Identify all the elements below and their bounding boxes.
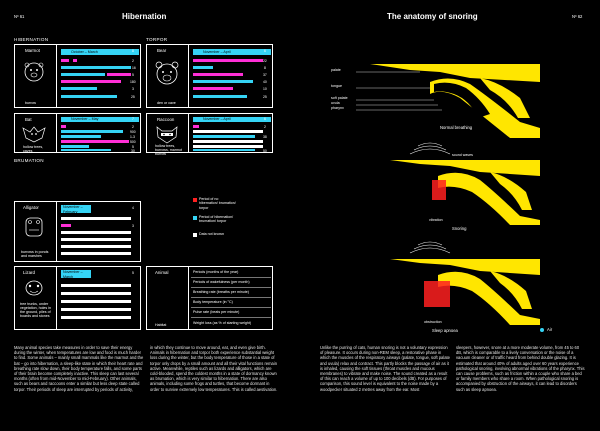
panel-lizard [14,266,141,330]
value: 2 [132,125,134,129]
bear-icon [153,59,181,87]
body-text-left-2: in which they continue to move around, eat, and even give birth. Animals in hibernation and torpor both experience substantial weight loss during the winter, but the body temperature of those in a state of torpor only drops by a small amount and all their vital functions remain active. Meanwhile, reptiles such as lizards and alligators, which are cold-blooded, spend the coldest months in a state of dormancy known as brumation, which is very similar to hibernation. There are also animals, including some frogs and turtles, that become dormant in order to survive extremely low temperatures. This is called aestivation. [150,345,278,392]
habitat-caption: hollow trees, caves [23,145,44,153]
label-vibration: vibration [429,218,443,222]
value: 8 [264,66,266,70]
habitat-caption: burrows in ponds and marshes [21,250,49,258]
key-row: Periods (months of the year) [193,270,239,274]
value: 16 [132,66,136,70]
panel-bear [146,44,273,108]
value: 38 [263,135,267,139]
legend-unknown: Data not known [199,232,224,236]
caption-sleep-apnoea: Sleep apnoea [432,328,458,333]
value: 30 [131,149,135,153]
caption-normal-breathing: Normal breathing [440,125,473,130]
period-label: November – April [203,117,231,122]
body-text-right-2: sleepers, however, snore at a more moderate volume, from 45 to 60 dB, which is comparable to a lively conversation or the noise of a vacuum cleaner or of traffic heard from behind double glazing. It is estimated that around 40% of adults aged over 60 years experience pathological snoring, involving abnormal vibrations of the pharynx. This can cause problems, such as friction within a couple who share a bed or family members who share a room. When pathological snoring is accompanied by obstruction of the airways, it can lead to disorders such as sleep apnoea. [456,345,585,392]
key-title: Animal [155,270,169,275]
page-number-right: Nº 62 [572,14,583,19]
value: 8 [132,49,134,53]
value: 5 [132,271,134,275]
section-torpor: TORPOR [146,37,168,42]
legend-swatch-cyan [193,216,197,220]
page-title-left: Hibernation [122,12,167,21]
habitat-caption: tree trunks, under vegetation, holes in the ground, piles of boards and stones [20,302,51,318]
bat-icon [21,124,47,144]
alligator-icon [21,214,47,240]
section-brumation: BRUMATION [14,158,44,163]
value: 2 [132,59,134,63]
diagram-normal-breathing [330,58,540,140]
label-tongue: tongue [331,84,342,88]
label-palate: palate [331,68,341,72]
body-text-right-1: Unlike the purring of cats, human snoring is not a voluntary expression of pleasure. It occurs during non-REM sleep, a restorative phase in which the muscles of the respiratory airways (palate, tongue, soft palate and uvula) relax and contract. This partly blocks the passage of air as it is inhaled, causing the soft tissues (throat muscles and mucous membranes) to vibrate and make noise. The sound created as a result of this can reach a volume of up to 100 decibels (dB). For purposes of comparison, this sound level is equivalent to the noise made by a woodpecker situated 2 metres away from the ear. Most [320,345,450,392]
label-uvula: uvula [331,101,340,105]
lizard-icon [21,277,47,299]
caption-snoring: Snoring [452,226,467,231]
label-sound-waves: sound waves [452,153,473,157]
value: 10 [263,87,267,91]
label-soft-palate: soft palate [331,96,348,100]
value: 40 [263,80,267,84]
legend-air: Air [547,327,553,332]
value: 3 [132,224,134,228]
value: 5 [132,73,134,77]
habitat-caption: burrow [25,101,36,105]
value: 2 [264,125,266,129]
value: 25 [263,95,267,99]
label-obstruction: obstruction [424,320,442,324]
key-row: Pulse rate (beats per minute) [193,310,240,314]
value: 22 [263,59,267,63]
key-caption: Habitat [155,323,167,327]
value: 6 [264,117,266,121]
air-swatch [540,328,544,332]
animal-name: Alligator [23,205,39,210]
value: 37 [263,73,267,77]
diagram-sleep-apnoea [380,235,540,325]
label-pharynx: pharynx [331,106,344,110]
marmot-icon [21,59,47,85]
legend-swatch-magenta [193,198,197,202]
value: 180 [130,80,136,84]
value: 500 [130,140,136,144]
animal-name: Bat [25,117,32,122]
legend-swatch-white [193,233,197,237]
animal-name: Marmot [25,48,40,53]
value: 7 [132,117,134,121]
period-label: November – March [63,270,83,279]
period-label: October – March [71,49,98,54]
panel-key [146,266,273,330]
body-text-left-1: Many animal species take measures in order to save their energy during the winter, when temperatures are low and food is much harder to find. Some animals – mainly small mammals like the marmot and the bat – go into hibernation, a sleep-like state in which their heart rate and breathing rate slow down, their body temperature falls, and some parts of their brain become completely inactive. This sleep can last several months (often from mid-November to mid-February). Other animals, such as bears and raccoons enter a similar but less deep state called torpor. Their periods of sleep are interrupted by periods of activity, [14,345,144,392]
panel-bat [14,113,141,153]
value: 3 [132,87,134,91]
panel-raccoon [146,113,273,156]
animal-name: Lizard [23,270,35,275]
period-label: November – February [63,205,83,214]
panel-marmot [14,44,141,108]
section-hibernation: HIBERNATION [14,37,49,42]
key-row: Breathing rate (breaths per minute) [193,290,249,294]
legend-hibernation: Period of hibernation/ brumation/ torpor [199,215,234,224]
value: 6 [264,49,266,53]
value: 900 [130,130,136,134]
legend-no-hibernation: Period of no hibernation/ brumation/ torpor [199,197,236,210]
key-row: Weight loss (as % of starting weight) [193,321,252,325]
panel-alligator [14,201,141,262]
period-label: November – April [203,49,231,54]
value: 1-3 [130,135,135,139]
animal-name: Raccoon [157,117,175,122]
value: 5 [132,145,134,149]
value: 50 [263,149,267,153]
value: 25 [131,95,135,99]
raccoon-icon [154,124,180,144]
key-row: Periods of wakefulness (per month) [193,280,250,284]
period-label: November – May [71,117,99,122]
animal-name: Bear [157,48,167,53]
habitat-caption: hollow trees, burrows, marmot burrow [155,144,182,156]
value: 4 [132,206,134,210]
habitat-caption: den or cave [157,101,176,105]
page-number-left: Nº 61 [14,14,25,19]
page-title-right: The anatomy of snoring [387,12,478,21]
key-row: Body temperature (in °C) [193,300,233,304]
